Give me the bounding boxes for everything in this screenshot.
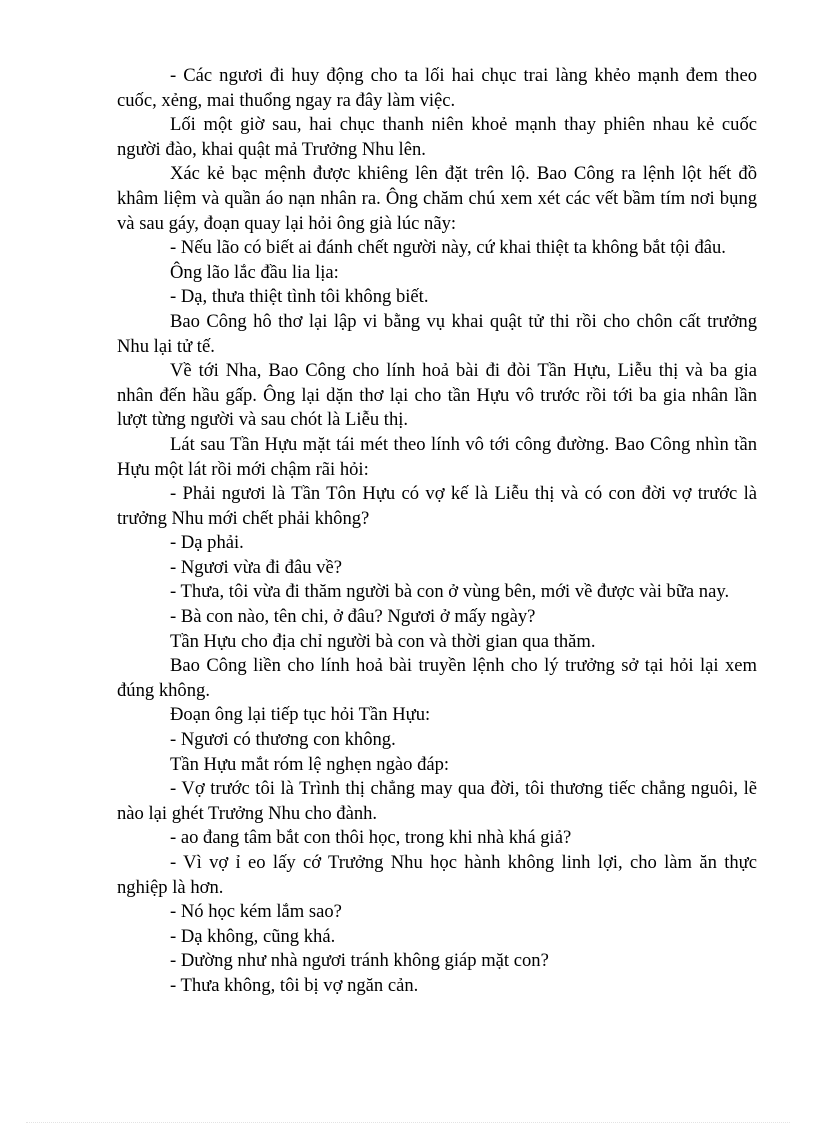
paragraph: Tần Hựu cho địa chỉ người bà con và thời gian qua thăm. bbox=[170, 630, 596, 652]
paragraph: - Nó học kém lắm sao? bbox=[170, 901, 342, 923]
paragraph: Đoạn ông lại tiếp tục hỏi Tần Hựu: bbox=[170, 704, 431, 726]
paragraph: Bao Công hô thơ lại lập vi bằng vụ khai quật tử thi rồi cho chôn cất trưởng Nhu lại tử tế. bbox=[117, 310, 757, 357]
paragraph: - Thưa không, tôi bị vợ ngăn cản. bbox=[170, 974, 419, 996]
paragraph: Lối một giờ sau, hai chục thanh niên khoẻ mạnh thay phiên nhau kẻ cuốc người đào, khai quật mả Trưởng Nhu lên. bbox=[117, 114, 757, 160]
paragraph: - Dường như nhà ngươi tránh không giáp mặt con? bbox=[170, 950, 549, 972]
paragraph: Xác kẻ bạc mệnh được khiêng lên đặt trên lộ. Bao Công ra lệnh lột hết đồ khâm liệm và quần áo nạn nhân ra. Ông chăm chú xem xét các vết bầm tím nơi bụng và sau gáy, đoạn quay lại hỏi ông già lúc nãy: bbox=[117, 163, 757, 234]
paragraph: Về tới Nha, Bao Công cho lính hoả bài đi đòi Tần Hựu, Liễu thị và ba gia nhân đến hầu gấp. Ông lại dặn thơ lại cho tần Hựu vô trước rồi tới ba gia nhân lần lượt từng người và sau chót là Liễu thị. bbox=[117, 360, 757, 431]
paragraph: - ao đang tâm bắt con thôi học, trong khi nhà khá giả? bbox=[170, 827, 572, 849]
paragraph: Lát sau Tần Hựu mặt tái mét theo lính vô tới công đường. Bao Công nhìn tần Hựu một lát rồi mới chậm rãi hỏi: bbox=[117, 433, 757, 480]
paragraph: Bao Công liền cho lính hoả bài truyền lệnh cho lý trưởng sở tại hỏi lại xem đúng không. bbox=[117, 655, 757, 701]
paragraph: - Dạ không, cũng khá. bbox=[170, 925, 336, 947]
paragraph: - Vì vợ ỉ eo lấy cớ Trưởng Nhu học hành không linh lợi, cho làm ăn thực nghiệp là hơn. bbox=[117, 852, 757, 898]
paragraph: - Ngươi vừa đi đâu về? bbox=[170, 556, 342, 578]
document-body bbox=[117, 64, 757, 999]
paragraph: - Bà con nào, tên chi, ở đâu? Ngươi ở mấy ngày? bbox=[170, 606, 536, 628]
paragraph: - Nếu lão có biết ai đánh chết người này, cứ khai thiệt ta không bắt tội đâu. bbox=[170, 237, 726, 259]
paragraph: - Dạ, thưa thiệt tình tôi không biết. bbox=[170, 286, 429, 308]
paragraph: - Ngươi có thương con không. bbox=[170, 729, 396, 751]
paragraph: - Các ngươi đi huy động cho ta lối hai chục trai làng khẻo mạnh đem theo cuốc, xẻng, mai thuổng ngay ra đây làm việc. bbox=[117, 65, 757, 111]
paragraph: - Phải ngươi là Tần Tôn Hựu có vợ kế là Liễu thị và có con đời vợ trước là trưởng Nhu mới chết phải không? bbox=[117, 483, 757, 529]
paragraph: Ông lão lắc đầu lia lịa: bbox=[170, 261, 339, 283]
paragraph: Tần Hựu mắt róm lệ nghẹn ngào đáp: bbox=[170, 753, 450, 775]
paragraph: - Thưa, tôi vừa đi thăm người bà con ở vùng bên, mới về được vài bữa nay. bbox=[170, 581, 730, 603]
paragraph: - Vợ trước tôi là Trình thị chẳng may qua đời, tôi thương tiếc chẳng nguôi, lẽ nào lại ghét Trưởng Nhu cho đành. bbox=[117, 778, 757, 824]
paragraph: - Dạ phải. bbox=[170, 532, 244, 554]
